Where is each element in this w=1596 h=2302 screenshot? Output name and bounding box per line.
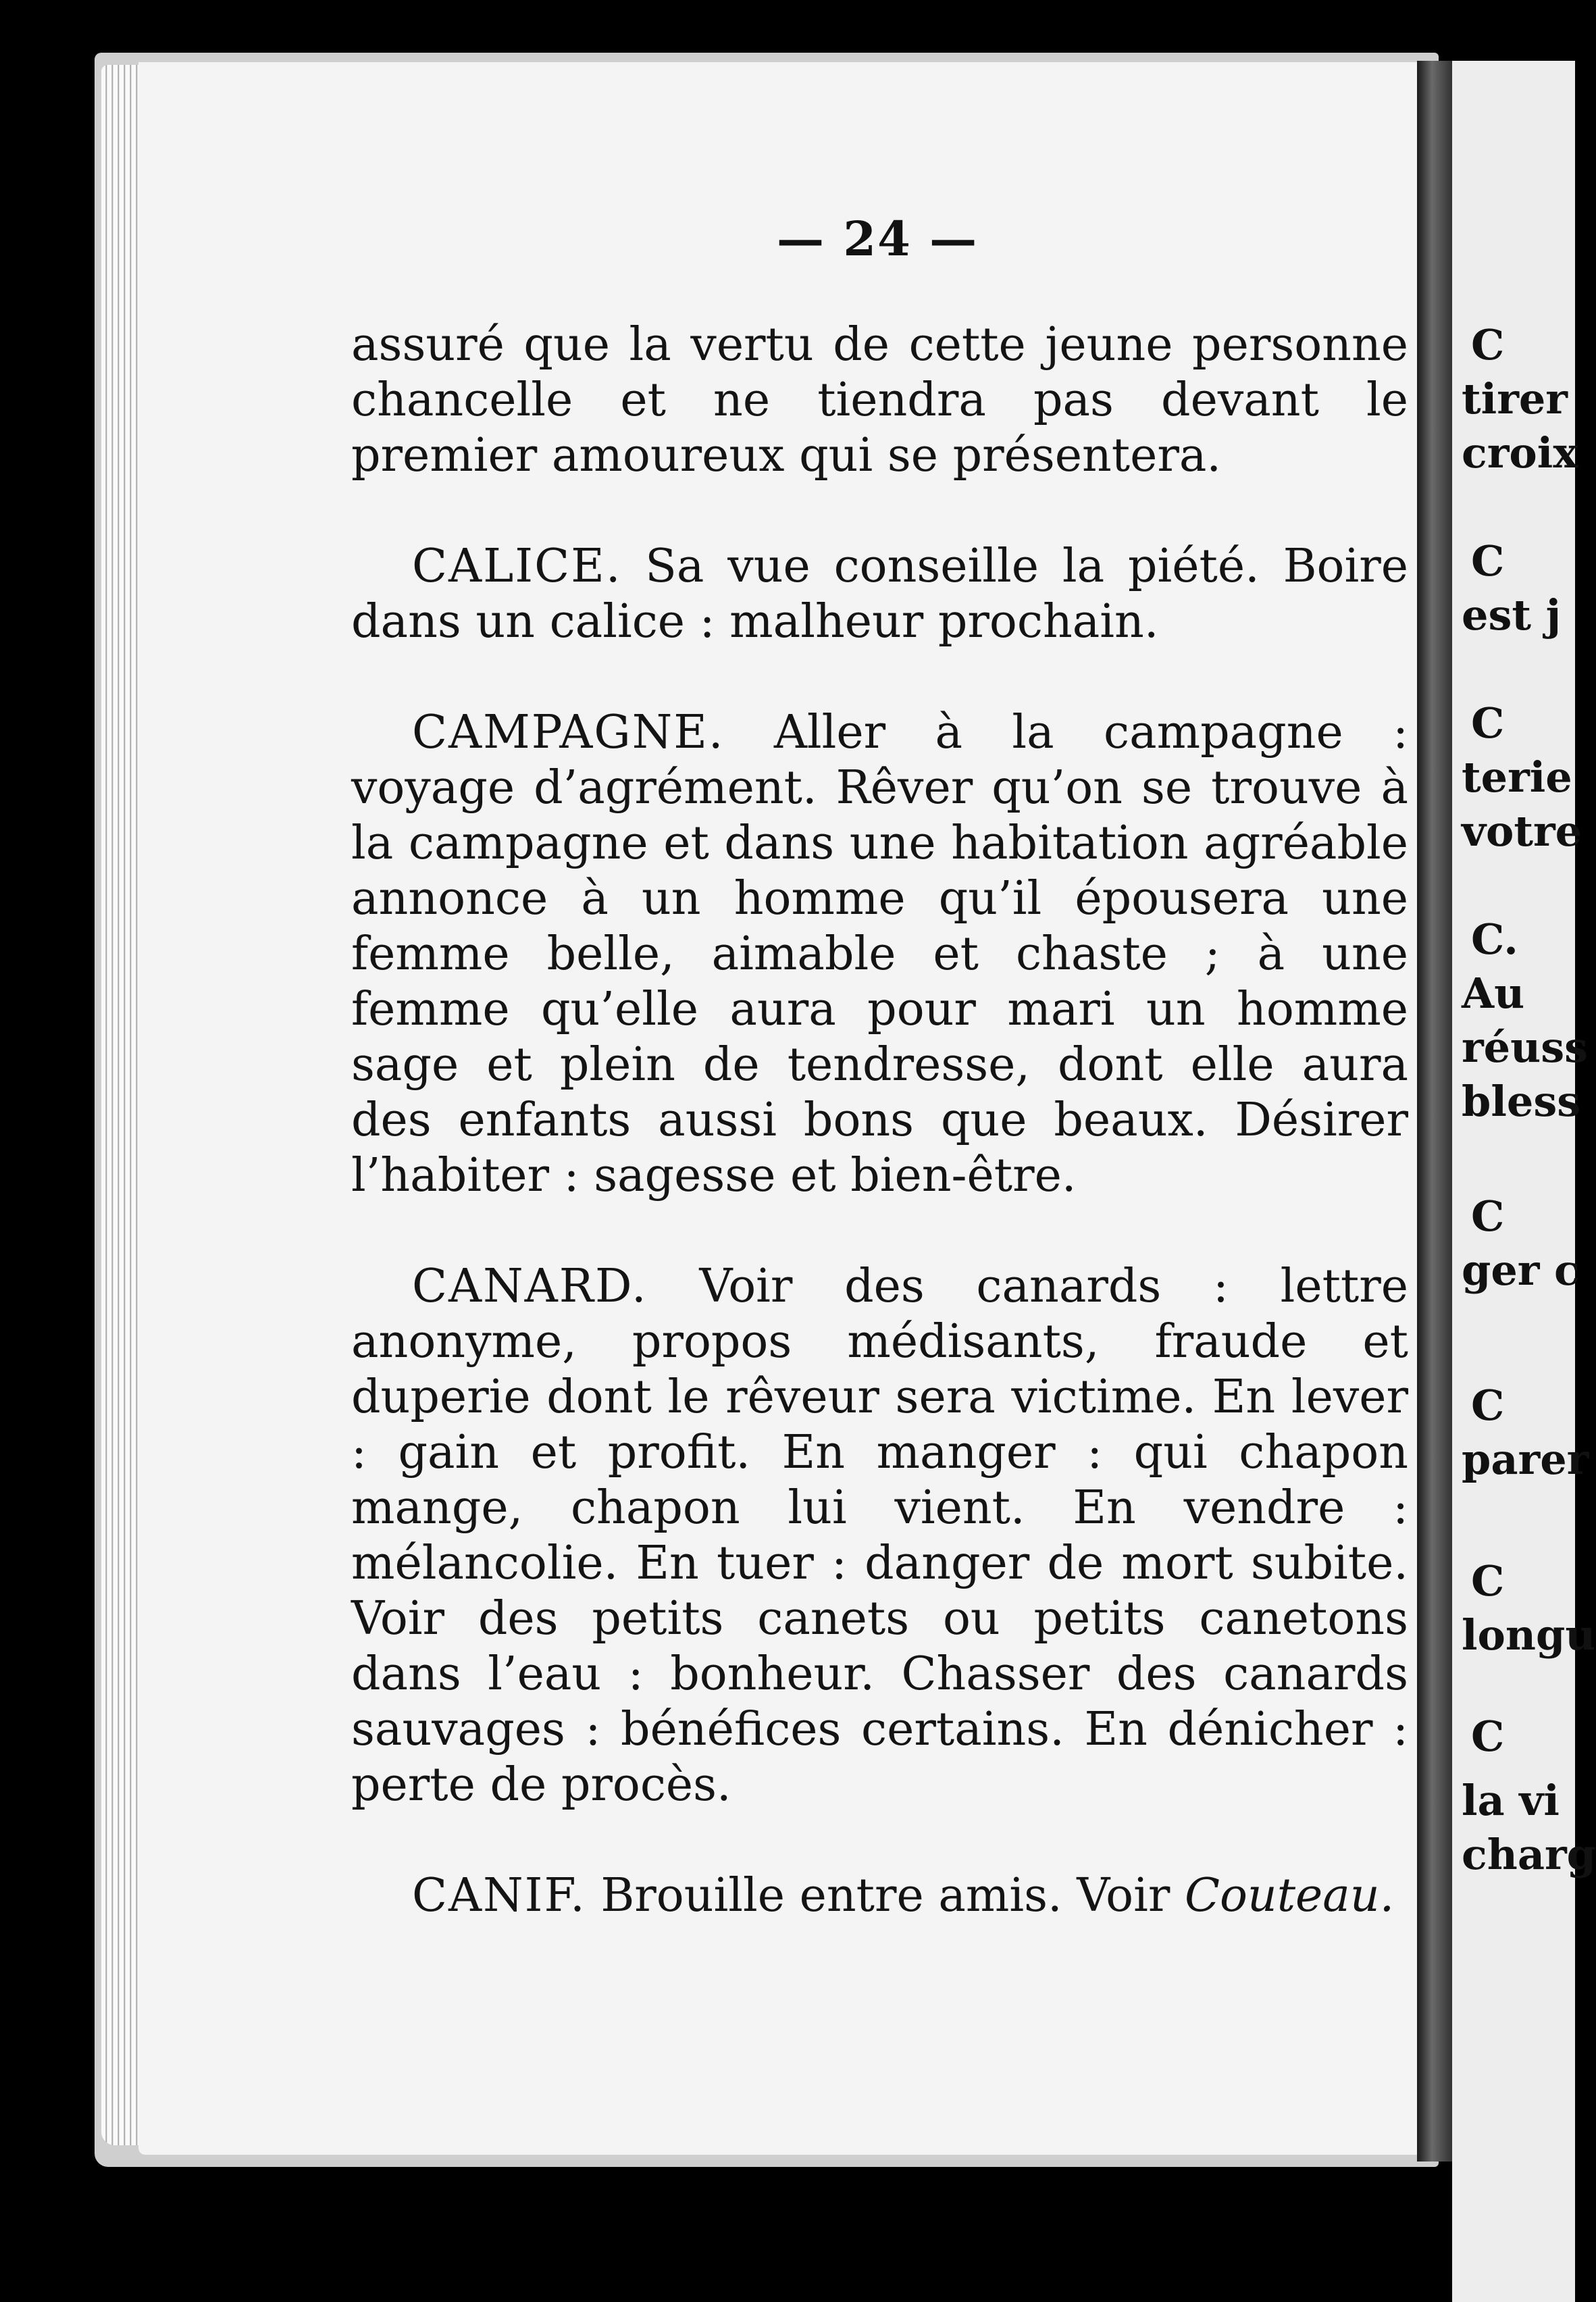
continuation-paragraph: assuré que la vertu de cette jeune personne chancelle et ne tiendra pas devant le premier amoureux qui se présentera. [351, 318, 1408, 482]
entry-cross-reference: Couteau. [1184, 1869, 1395, 1922]
dictionary-entry [351, 1868, 1408, 1924]
dictionary-entry [351, 539, 1408, 650]
facing-page-fragment: Au [1462, 969, 1525, 1018]
facing-page-fragment: croix [1462, 428, 1578, 478]
entry-text: Voir des canards : lettre anonyme, propos médisants, fraude et duperie dont le rêveur sera victime. En lever : gain et profit. En manger : qui chapon mange, chapon lui vient. En vendre : mélancolie. En tuer : danger de mort subite. Voir des petits canets ou petits canetons dans l’eau : bonheur. Chasser des canards sauvages : bénéfices certains. En dénicher : perte de procès. [351, 1260, 1408, 1812]
facing-page-fragment: votre [1462, 807, 1582, 856]
page-edges [101, 65, 142, 2145]
facing-page [1452, 61, 1596, 2302]
facing-page-fragment: C [1471, 698, 1505, 748]
entry-headword: CANIF. [412, 1869, 586, 1922]
page-number: — 24 — [777, 211, 979, 267]
facing-page-fragment: C [1471, 320, 1505, 369]
facing-page-fragment: tirer [1462, 374, 1568, 424]
facing-page-fragment: terie [1462, 752, 1572, 802]
facing-page-fragment: bless [1462, 1077, 1581, 1126]
entry-headword: CANARD. [412, 1260, 648, 1313]
book-gutter [1417, 61, 1455, 2162]
facing-page-fragment: C. [1471, 915, 1518, 964]
page-text [351, 317, 1408, 1979]
facing-page-fragment: C [1471, 536, 1505, 586]
entry-text: Sa vue conseille la piété. Boire dans un calice : malheur prochain. [351, 540, 1408, 648]
facing-page-fragment: longu [1462, 1610, 1596, 1660]
dictionary-entry [351, 1259, 1408, 1813]
facing-page-fragment: ger c [1462, 1246, 1580, 1295]
facing-page-fragment: charg [1462, 1830, 1596, 1879]
facing-page-fragment: C [1471, 1712, 1505, 1761]
entry-text: Brouille entre amis. Voir [600, 1869, 1170, 1922]
dictionary-entry [351, 705, 1408, 1204]
entry-headword: CAMPAGNE. [412, 706, 725, 759]
entry-headword: CALICE. [412, 540, 622, 593]
facing-page-fragment: C [1471, 1556, 1505, 1606]
facing-page-fragment: C [1471, 1192, 1505, 1241]
facing-page-fragment: réuss [1462, 1023, 1588, 1072]
facing-page-fragment: est j [1462, 590, 1562, 640]
facing-page-fragment: la vi [1462, 1776, 1560, 1825]
facing-page-fragment: parer [1462, 1435, 1589, 1484]
entry-text: Aller à la campagne : voyage d’agrément. Rêver qu’on se trouve à la campagne et dans une habitation agréable annonce à un homme qu’il épousera une femme belle, aimable et chaste ; à une femme qu’elle aura pour mari un homme sage et plein de tendresse, dont elle aura des enfants aussi bons que beaux. Désirer l’habiter : sagesse et bien-être. [351, 706, 1408, 1202]
facing-page-fragment: C [1471, 1381, 1505, 1430]
